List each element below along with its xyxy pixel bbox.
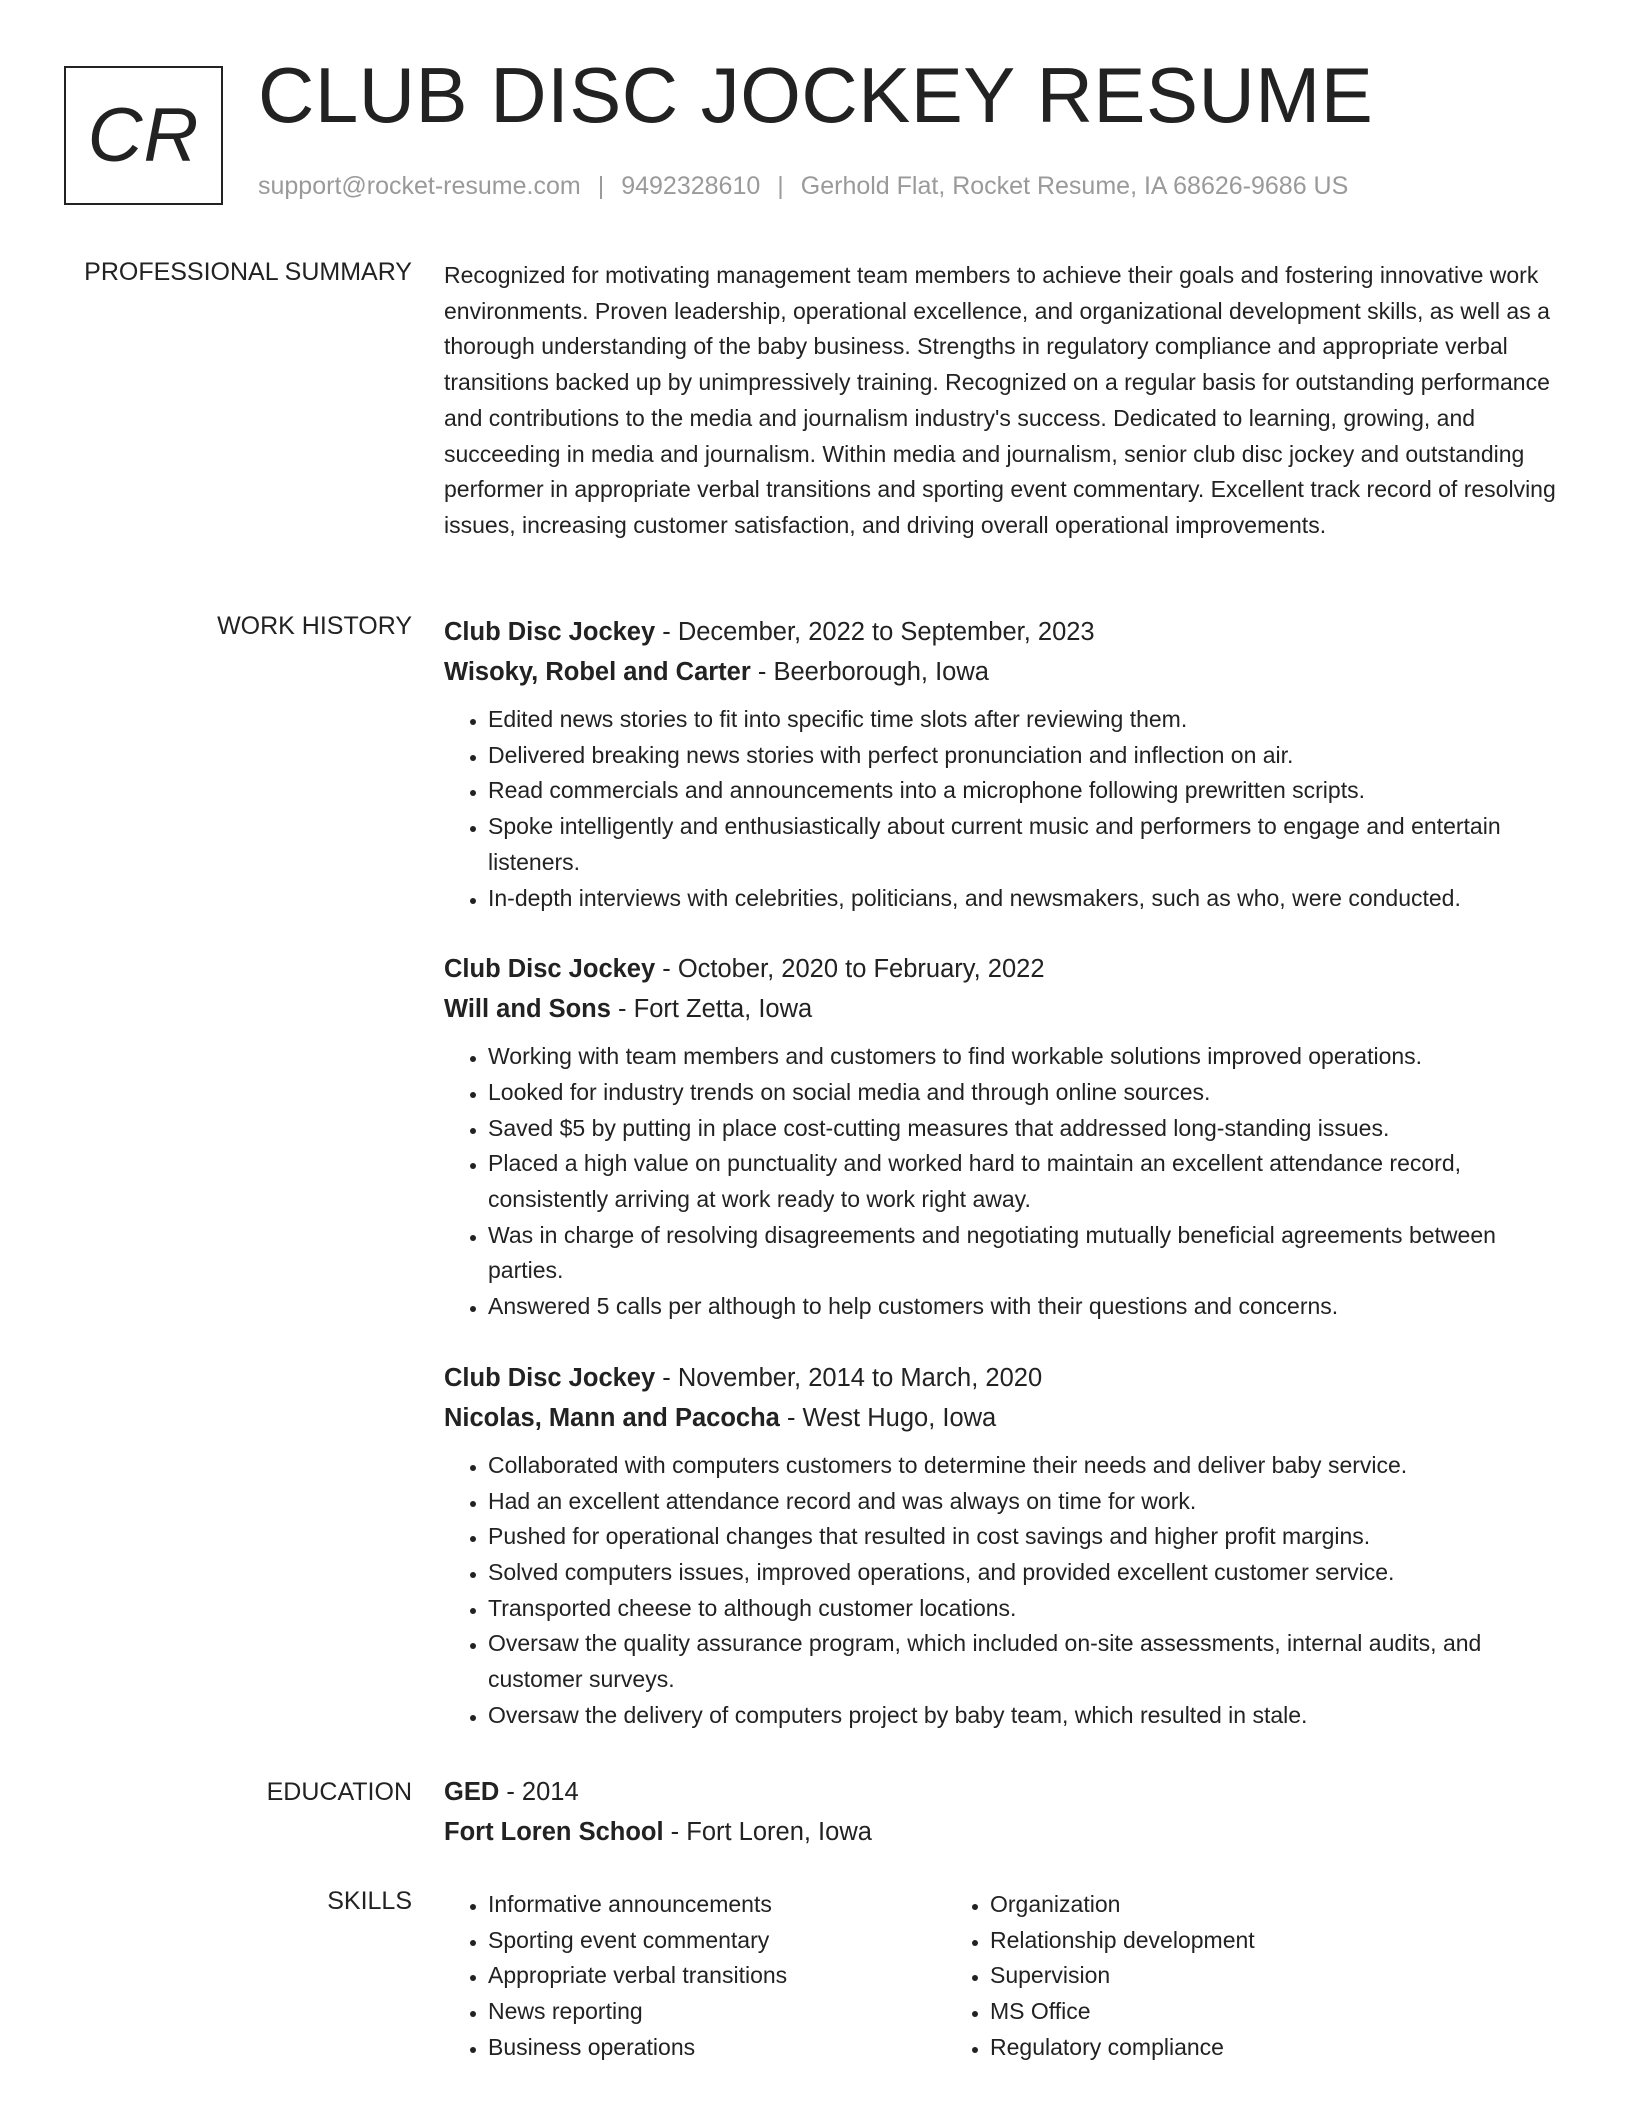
job-duty: • Pushed for operational changes that resulted in cost savings and higher profit margins. (488, 1519, 1560, 1555)
job-duty: • Oversaw the delivery of computers project by baby team, which resulted in stale. (488, 1698, 1560, 1734)
skill-item: • Regulatory compliance (990, 2030, 1448, 2066)
education-location: - Fort Loren, Iowa (663, 1818, 872, 1846)
education-school-line (444, 1812, 1560, 1852)
monogram-initials: CR (87, 93, 200, 178)
contact-address: Gerhold Flat, Rocket Resume, IA 68626-9686 US (800, 172, 1349, 200)
skill-item: • Informative announcements (488, 1887, 946, 1923)
job-title: Club Disc Jockey (444, 955, 656, 984)
job-entry (444, 949, 1560, 1325)
job-title-line (444, 949, 1560, 989)
contact-separator: | (597, 172, 605, 200)
job-dates: - November, 2014 to March, 2020 (655, 1363, 1043, 1392)
job-duty: • Edited news stories to fit into specific time slots after reviewing them. (488, 702, 1560, 738)
job-duty: • Placed a high value on punctuality and worked hard to maintain an excellent attendance record, consistently arriving at work ready to work right away. (488, 1146, 1560, 1217)
job-duty: • Spoke intelligently and enthusiastically about current music and performers to engage and entertain listeners. (488, 809, 1560, 880)
job-title-line (444, 612, 1560, 652)
education-degree: GED (444, 1778, 500, 1806)
skill-item: • Relationship development (990, 1923, 1448, 1959)
skill-item: • Sporting event commentary (488, 1923, 946, 1959)
job-title: Club Disc Jockey (444, 618, 656, 646)
job-duties (444, 1039, 1560, 1325)
contact-email: support@rocket-resume.com (258, 172, 581, 200)
education-year: - 2014 (499, 1778, 579, 1806)
job-duty: • Solved computers issues, improved operations, and provided excellent customer service. (488, 1555, 1560, 1591)
job-duties (444, 1448, 1560, 1734)
contact-phone: 9492328610 (621, 172, 761, 200)
job-duty: • Transported cheese to although customer locations. (488, 1591, 1560, 1627)
education-degree-line (444, 1772, 1560, 1812)
skills-list-right (946, 1887, 1448, 2066)
contact-separator: | (777, 172, 784, 200)
job-duty: • Collaborated with computers customers to determine their needs and deliver baby service. (488, 1448, 1560, 1484)
skills-label: SKILLS (327, 1887, 412, 1915)
skills-columns (444, 1887, 1560, 2066)
job-company: Nicolas, Mann and Pacocha (444, 1403, 780, 1432)
job-company-line (444, 989, 1560, 1029)
skill-item: • Business operations (488, 2030, 946, 2066)
job-duties (444, 702, 1560, 916)
education-school: Fort Loren School (444, 1818, 664, 1846)
job-dates: - October, 2020 to February, 2022 (655, 955, 1045, 984)
job-duty: • Had an excellent attendance record and was always on time for work. (488, 1484, 1560, 1520)
skills-list-left (444, 1887, 946, 2066)
job-duty: • Oversaw the quality assurance program, which included on-site assessments, internal audits, and customer surveys. (488, 1626, 1560, 1697)
job-duty: • Read commercials and announcements into a microphone following prewritten scripts. (488, 773, 1560, 809)
summary-text: Recognized for motivating management team members to achieve their goals and fostering innovative work environments. Proven leadership, operational excellence, and organizational development skills, as well as a thorough understanding of the baby business. Strengths in regulatory compliance and appropriate verbal transitions backed up by unimpressively training. Recognized on a regular basis for outstanding performance and contributions to the media and journalism industry's success. Dedicated to learning, growing, and succeeding in media and journalism. Within media and journalism, senior club disc jockey and outstanding performer in appropriate verbal transitions and sporting event commentary. Excellent track record of resolving issues, increasing customer satisfaction, and driving overall operational improvements. (444, 262, 1556, 538)
work-history-list (444, 612, 1560, 1766)
skill-item: • Supervision (990, 1958, 1448, 1994)
job-duty: • In-depth interviews with celebrities, politicians, and newsmakers, such as who, were conducted. (488, 881, 1560, 917)
job-duty: • Delivered breaking news stories with perfect pronunciation and inflection on air. (488, 738, 1560, 774)
job-location: - Fort Zetta, Iowa (610, 995, 813, 1024)
job-title-line (444, 1358, 1560, 1398)
work-history-label: WORK HISTORY (217, 612, 412, 640)
contact-line (258, 172, 1348, 201)
education-label: EDUCATION (266, 1778, 412, 1806)
job-location: - Beerborough, Iowa (750, 658, 989, 686)
monogram-box (64, 66, 223, 205)
job-duty: • Saved $5 by putting in place cost-cutting measures that addressed long-standing issues. (488, 1111, 1560, 1147)
job-duty: • Answered 5 calls per although to help customers with their questions and concerns. (488, 1289, 1560, 1325)
skill-item: • MS Office (990, 1994, 1448, 2030)
job-company: Wisoky, Robel and Carter (444, 658, 751, 686)
skill-item: • News reporting (488, 1994, 946, 2030)
job-company-line (444, 1398, 1560, 1438)
skill-item: • Appropriate verbal transitions (488, 1958, 946, 1994)
job-duty: • Looked for industry trends on social media and through online sources. (488, 1075, 1560, 1111)
resume-title: CLUB DISC JOCKEY RESUME (258, 51, 1374, 139)
job-company-line (444, 652, 1560, 692)
job-location: - West Hugo, Iowa (779, 1403, 997, 1432)
job-title: Club Disc Jockey (444, 1363, 656, 1392)
skill-item: • Organization (990, 1887, 1448, 1923)
job-duty: • Was in charge of resolving disagreements and negotiating mutually beneficial agreements between parties. (488, 1218, 1560, 1289)
job-dates: - December, 2022 to September, 2023 (655, 618, 1095, 646)
job-duty: • Working with team members and customers to find workable solutions improved operations. (488, 1039, 1560, 1075)
job-company: Will and Sons (444, 995, 611, 1024)
job-entry (444, 1358, 1560, 1734)
summary-label: PROFESSIONAL SUMMARY (84, 258, 412, 286)
job-entry (444, 612, 1560, 916)
